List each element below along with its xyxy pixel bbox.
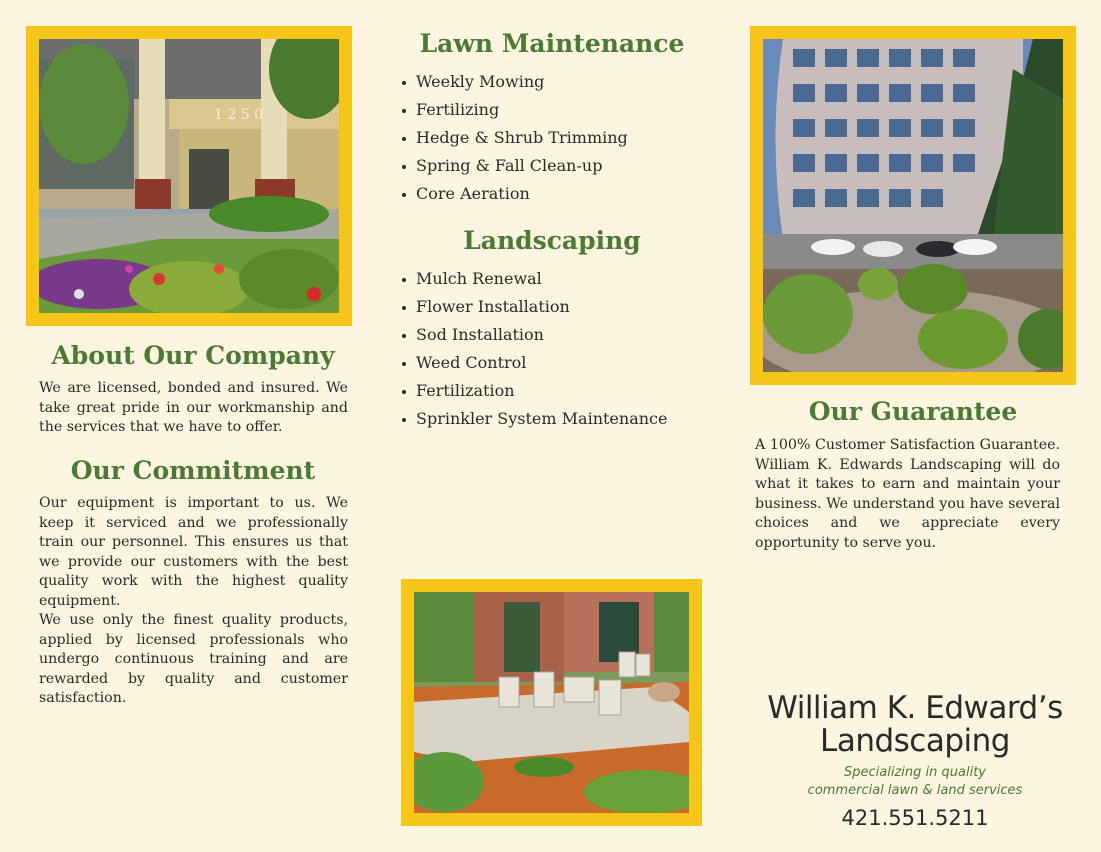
entrance-photo-frame: [26, 26, 352, 326]
lawn-maintenance-heading: Lawn Maintenance: [419, 29, 685, 58]
lawn-maintenance-list: [400, 68, 628, 208]
about-heading: About Our Company: [51, 341, 335, 370]
patio-photo: [414, 592, 689, 813]
list-item: Spring & Fall Clean-up: [400, 152, 628, 180]
office-building-photo: [763, 39, 1063, 372]
landscaping-heading: Landscaping: [463, 226, 641, 255]
guarantee-body: A 100% Customer Satisfaction Guarantee. William K. Edwards Landscaping will do what it takes to earn and maintain your business. We understand you have several choices and we appreciate every opportunity to serve you.: [755, 437, 1060, 551]
company-brand: [755, 692, 1075, 830]
list-item: Fertilization: [400, 377, 667, 405]
company-name-line-2: Landscaping: [820, 723, 1010, 759]
list-item: Sod Installation: [400, 321, 667, 349]
patio-photo-frame: [401, 579, 702, 826]
office-building-photo-frame: [750, 26, 1076, 385]
landscaping-list: [400, 265, 667, 433]
list-item: Weed Control: [400, 349, 667, 377]
list-item: Fertilizing: [400, 96, 628, 124]
list-item: Mulch Renewal: [400, 265, 667, 293]
tagline-line-2: commercial lawn & land services: [807, 783, 1023, 798]
list-item: Core Aeration: [400, 180, 628, 208]
list-item: Sprinkler System Maintenance: [400, 405, 667, 433]
commitment-body-2: We use only the finest quality products, applied by licensed professionals who undergo continuous training and are rewarded by quality and customer satisfaction.: [39, 612, 348, 706]
about-body: We are licensed, bonded and insured. We take great pride in our workmanship and the services that we have to offer.: [39, 380, 348, 435]
entrance-photo: [39, 39, 339, 313]
commitment-body-1: Our equipment is important to us. We keep it serviced and we professionally train our personnel. This ensures us that we provide our customers with the best quality work with the highest quality equipment.: [39, 495, 348, 609]
phone-number: 421.551.5211: [841, 806, 989, 830]
list-item: Weekly Mowing: [400, 68, 628, 96]
list-item: Hedge & Shrub Trimming: [400, 124, 628, 152]
tagline-line-1: Specializing in quality: [844, 765, 986, 780]
company-name-line-1: William K. Edward’s: [767, 690, 1063, 726]
commitment-heading: Our Commitment: [70, 456, 316, 485]
guarantee-heading: Our Guarantee: [808, 397, 1018, 426]
building-number: 1 2 5 0: [214, 107, 263, 123]
list-item: Flower Installation: [400, 293, 667, 321]
